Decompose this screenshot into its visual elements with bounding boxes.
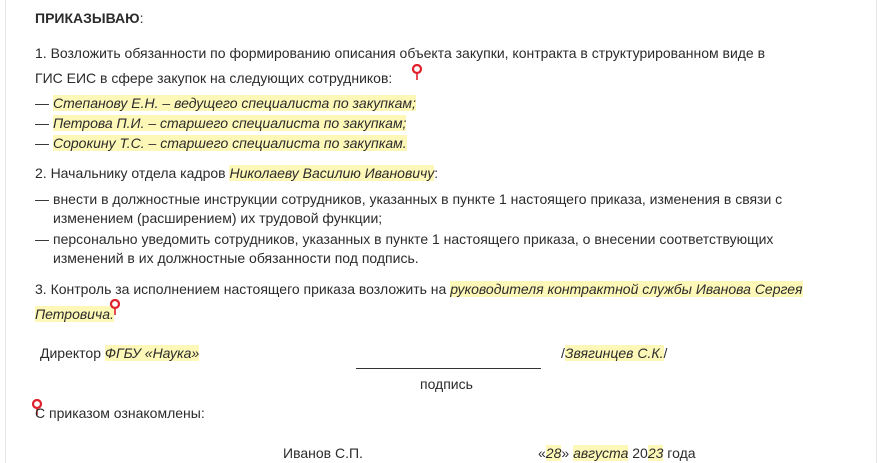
paragraph-2: 2. Начальнику отдела кадров Николаеву Василию Ивановичу:: [35, 165, 439, 181]
signature-line: [356, 368, 541, 369]
staff-item: Сорокину Т.С. – старшего специалиста по закупкам.: [53, 135, 407, 151]
comment-pin-icon[interactable]: [109, 299, 121, 315]
comment-pin-icon[interactable]: [411, 64, 423, 80]
acquainted-date: «28» августа 2023 года: [538, 445, 696, 461]
acquainted-heading: С приказом ознакомлены:: [35, 405, 205, 421]
paragraph-3-line-1: 3. Контроль за исполнением настоящего приказа возложить на руководителя контрактной службы Иванова Сергея: [35, 281, 803, 297]
acquainted-person: Иванов С.П.: [283, 445, 363, 461]
hr-task-2-line-1: персонально уведомить сотрудников, указанных в пункте 1 настоящего приказа, о внесении соответствующих: [53, 231, 774, 247]
list-dash: —: [35, 115, 49, 131]
list-dash: —: [35, 231, 49, 247]
staff-item: Степанову Е.Н. – ведущего специалиста по закупкам;: [53, 95, 416, 111]
signature-caption: подпись: [420, 376, 473, 392]
hr-task-1-line-2: изменением (расширением) их трудовой функции;: [53, 210, 383, 226]
hr-task-1-line-1: внести в должностные инструкции сотрудников, указанных в пункте 1 настоящего приказа, изменения в связи с: [53, 191, 783, 207]
list-dash: —: [35, 135, 49, 151]
order-heading: ПРИКАЗЫВАЮ:: [35, 10, 144, 26]
signatory-name: /Звягинцев С.К./: [561, 345, 668, 361]
paragraph-3-line-2: Петровича.: [35, 306, 114, 322]
paragraph-1-line-1: 1. Возложить обязанности по формированию описания объекта закупки, контракта в структурированном виде в: [35, 45, 766, 61]
director-line: Директор ФГБУ «Наука»: [40, 345, 200, 361]
paragraph-1-line-2: ГИС ЕИС в сфере закупок на следующих сотрудников:: [35, 70, 393, 86]
list-dash: —: [35, 191, 49, 207]
staff-item: Петрова П.И. – старшего специалиста по закупкам;: [53, 115, 407, 131]
list-dash: —: [35, 95, 49, 111]
hr-task-2-line-2: изменений в их должностные обязанности под подпись.: [53, 250, 419, 266]
